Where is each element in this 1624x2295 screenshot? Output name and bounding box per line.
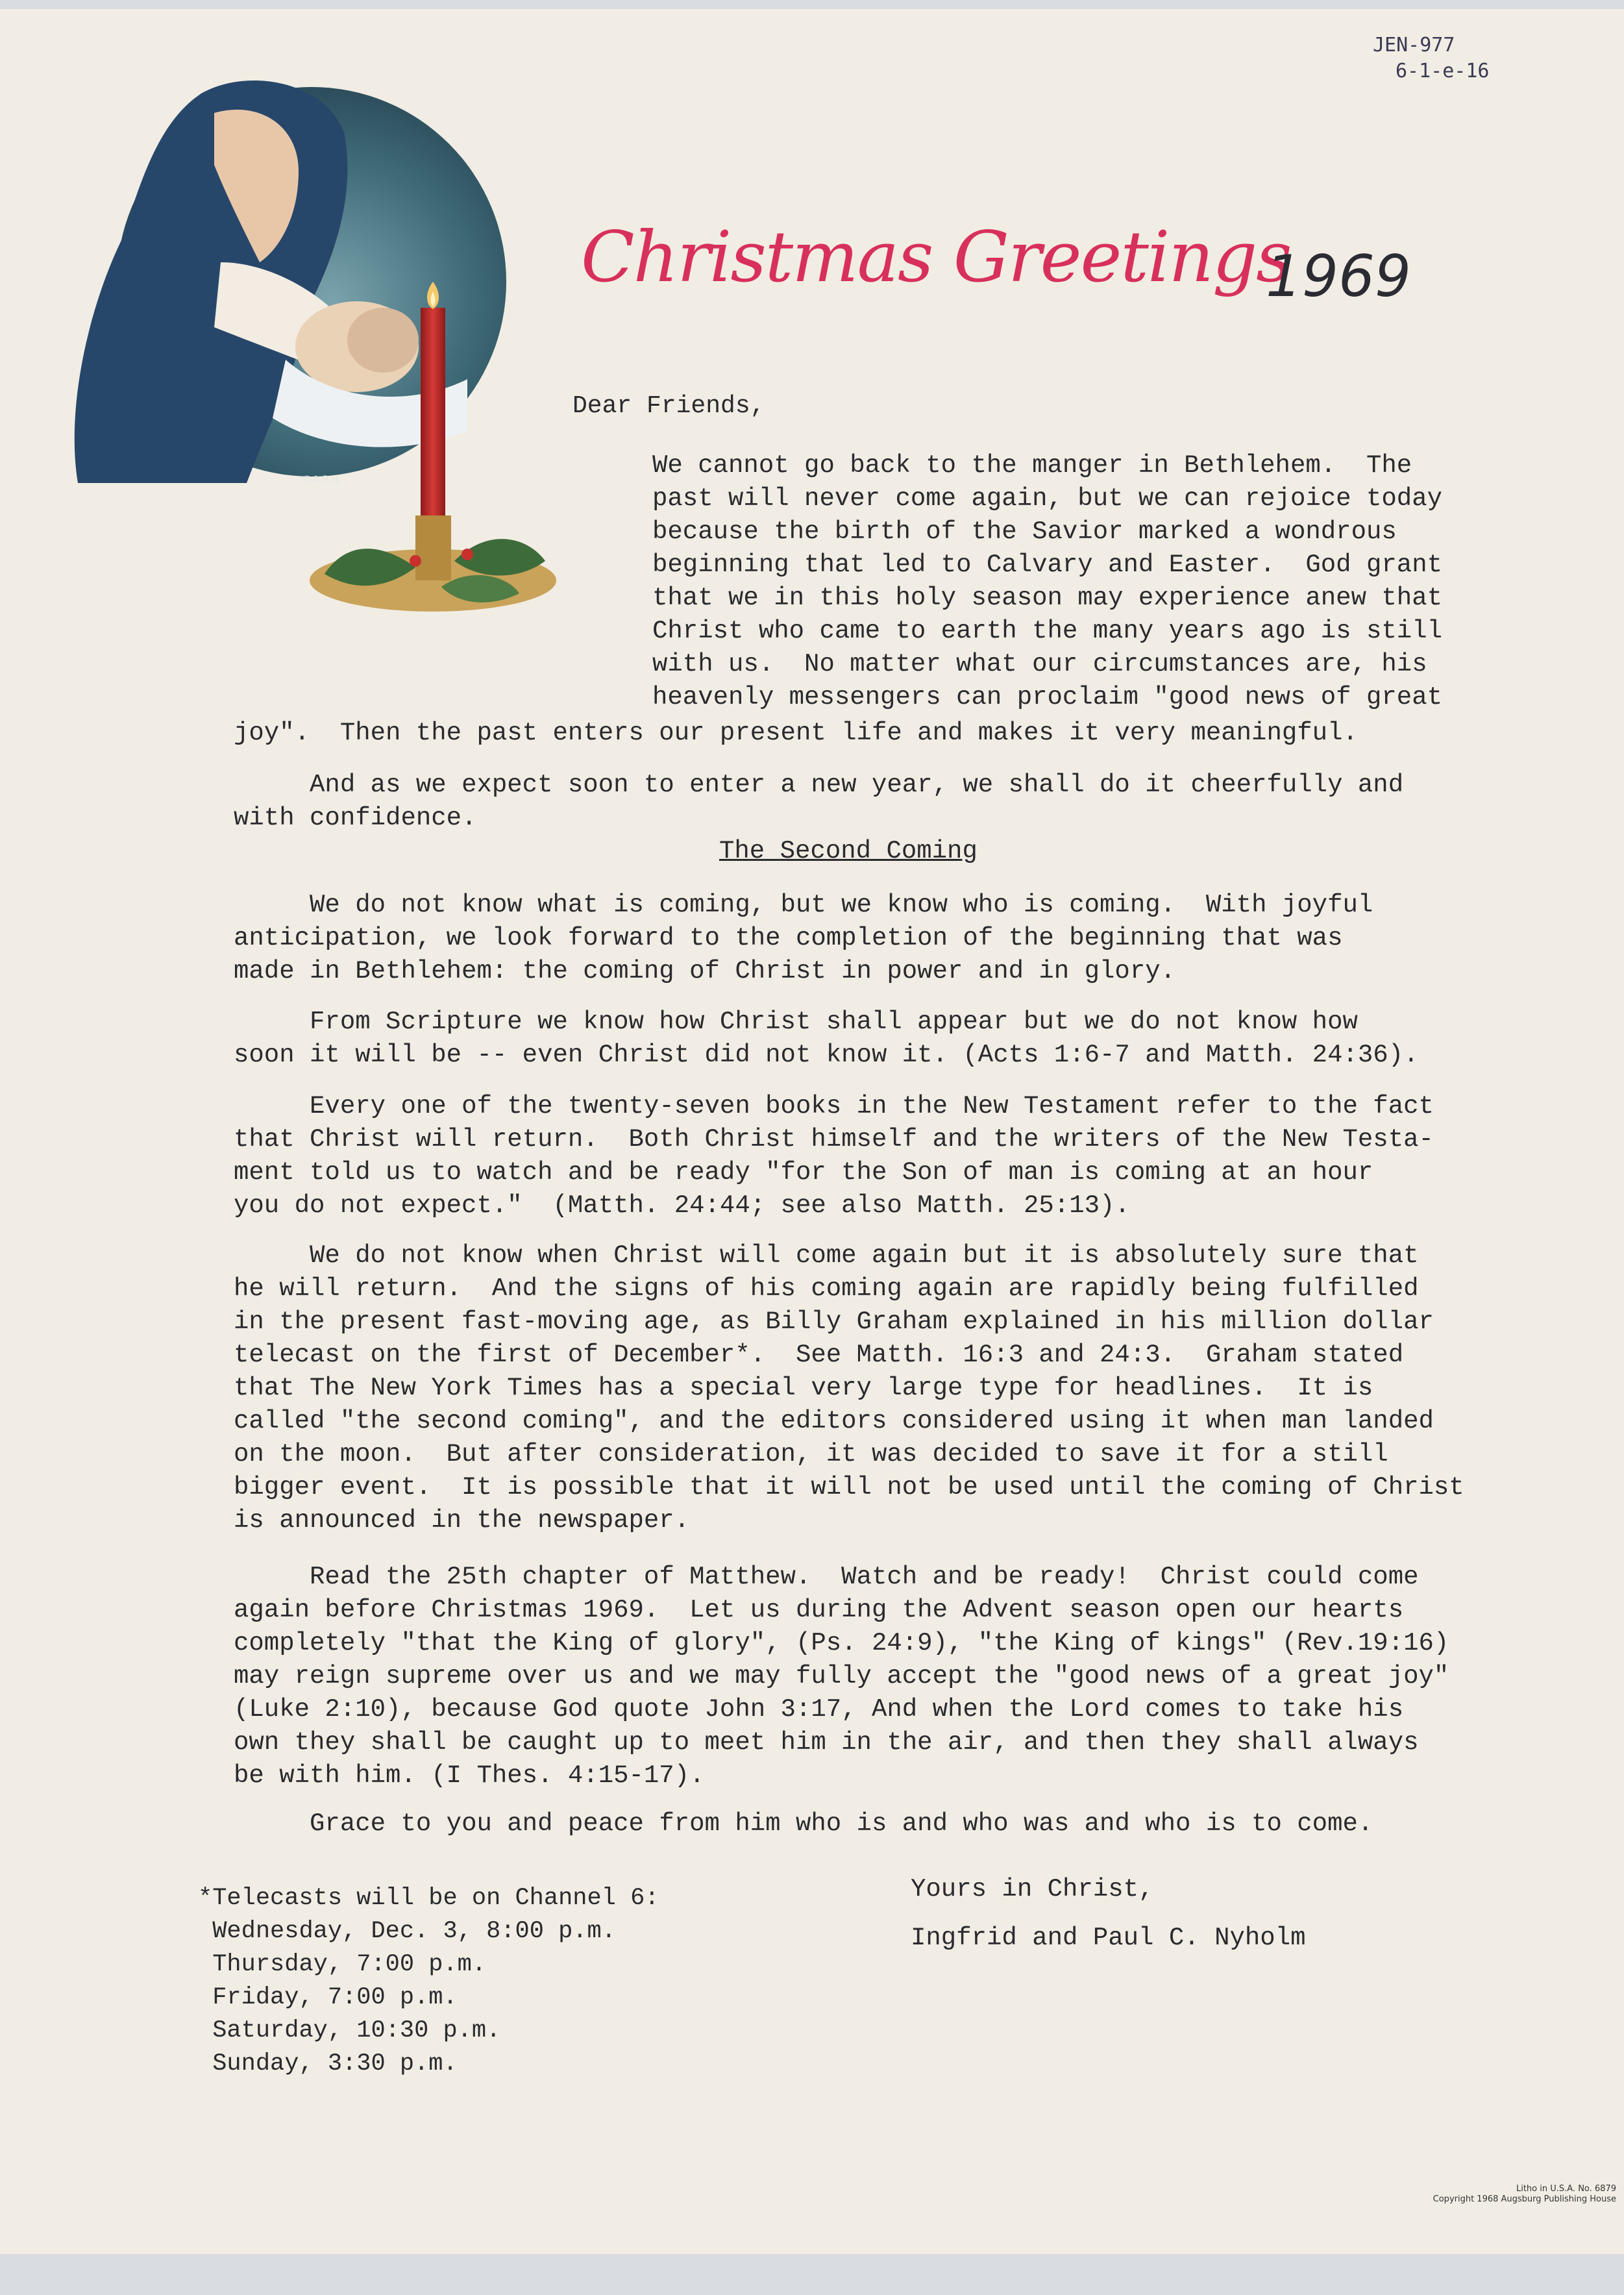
paragraph-3: We do not know what is coming, but we know who is coming. With joyful anticipation, we look forward to the completion of the beginning that was made in Bethlehem: the coming of Christ in power and in glory.: [234, 891, 1373, 986]
holly-berry: [410, 555, 421, 567]
paragraph-7: Read the 25th chapter of Matthew. Watch and be ready! Christ could come again before Christmas 1969. Let us during the Advent season open our hearts completely "that the King of glory", (Ps. 24:9), "the King of kings" (Rev.19:16) may reign supreme over us and we may fully accept the "good news of a great joy" (Luke 2:10), because God quote John 3:17, And when the Lord comes to take his own they shall be caught up to meet him in the air, and then they shall always be with him. (I Thes. 4:15-17).: [234, 1563, 1449, 1790]
closing: Yours in Christ,: [911, 1875, 1154, 1904]
section-heading: The Second Coming: [719, 837, 978, 865]
imprint-line-1: Litho in U.S.A. No. 6879: [1516, 2184, 1616, 2194]
paragraph-6: We do not know when Christ will come again but it is absolutely sure that he will return. And the signs of his coming again are rapidly being fulfilled in the present fast-moving age, as Billy Graham explained in his million dollar telecast on the first of December*. See Matth. 16:3 and 24:3. Graham stated that The New York Times has a special very large type for headlines. It is called "the second coming", and the editors considered using it when man landed on the moon. But after consideration, it was decided to save it for a still bigger event. It is possible that it will not be used until the coming of Christ is announced in the newspaper.: [234, 1241, 1464, 1535]
candle-shape: [421, 308, 445, 515]
nativity-illustration: [52, 68, 584, 652]
greeting: Dear Friends,: [572, 392, 765, 420]
telecast-title: *Telecasts will be on Channel 6:: [198, 1885, 659, 1912]
imprint-line-2: Copyright 1968 Augsburg Publishing House: [1433, 2194, 1616, 2204]
paragraph-4: From Scripture we know how Christ shall appear but we do not know how soon it will be -- even Christ did not know it. (Acts 1:6-7 and Matth. 24:36).: [234, 1008, 1419, 1069]
archive-code-1: JEN-977: [1373, 34, 1455, 56]
signature: Ingfrid and Paul C. Nyholm: [911, 1924, 1306, 1952]
baby-head: [347, 308, 419, 373]
paragraph-8: Grace to you and peace from him who is and who was and who is to come.: [234, 1809, 1373, 1838]
paragraph-1: We cannot go back to the manger in Bethlehem. The past will never come again, but we can rejoice today because the birth of the Savior marked a wondrous beginning that led to Calvary and Easter. God grant that we in this holy season may experience anew that Christ who came to earth the many years ago is still with us. No matter what our circumstances are, his heavenly messengers can proclaim "good news of great: [652, 451, 1442, 712]
paragraph-1-end: joy". Then the past enters our present life and makes it very meaningful.: [234, 719, 1358, 747]
page-title: Christmas Greetings: [581, 217, 1291, 298]
telecast-schedule: Wednesday, Dec. 3, 8:00 p.m. Thursday, 7:00 p.m. Friday, 7:00 p.m. Saturday, 10:30 p.m. Sunday, 3:30 p.m.: [212, 1918, 616, 2078]
letter-page: [0, 9, 1624, 2254]
paragraph-5: Every one of the twenty-seven books in the New Testament refer to the fact that Christ will return. Both Christ himself and the writers of the New Testa- ment told us to watch and be ready "for the Son of man is coming at an hour you do not expect." (Matth. 24:44; see also Matth. 25:13).: [234, 1092, 1434, 1220]
archive-code-2: 6-1-e-16: [1396, 60, 1490, 82]
paragraph-2: And as we expect soon to enter a new year, we shall do it cheerfully and with confidence.: [234, 771, 1404, 832]
handwritten-year: 1969: [1266, 243, 1411, 310]
artist-mark: ©A.P.H.: [302, 473, 341, 486]
